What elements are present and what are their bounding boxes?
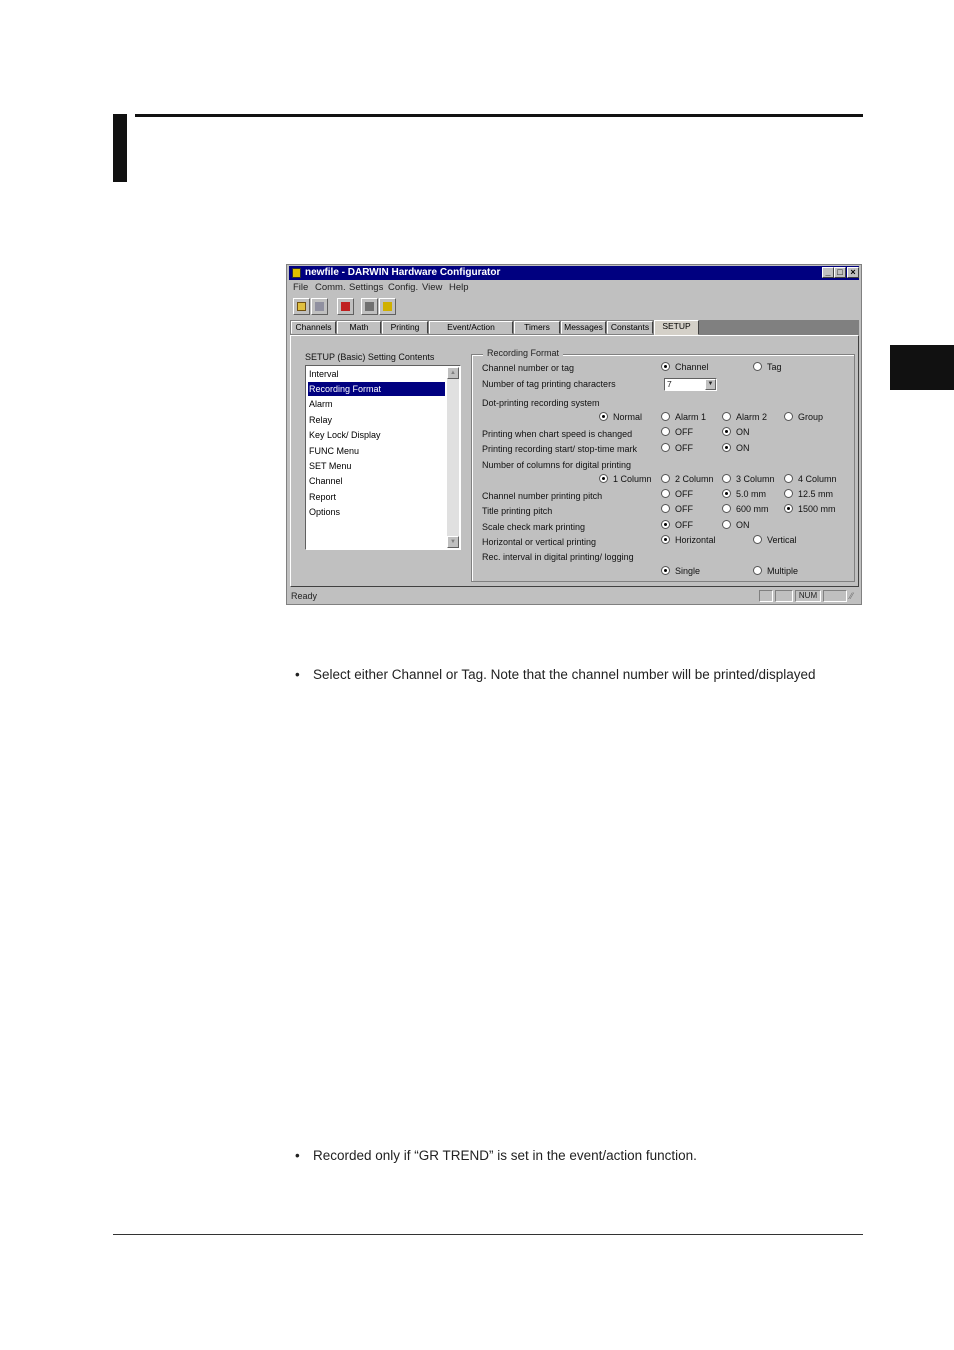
label-title-pitch: Title printing pitch [482, 506, 553, 516]
radio-title-pitch-1500[interactable]: 1500 mm [784, 504, 836, 514]
section-marker [113, 114, 127, 182]
setup-panel [290, 335, 859, 587]
radio-vertical[interactable]: Vertical [753, 535, 797, 545]
radio-ch-pitch-off[interactable]: OFF [661, 489, 693, 499]
resize-grip-icon[interactable]: ⁄⁄ [850, 591, 854, 601]
radio-title-pitch-off[interactable]: OFF [661, 504, 693, 514]
num-indicator: NUM [795, 590, 821, 602]
window-title: newfile - DARWIN Hardware Configurator [305, 267, 501, 278]
list-item[interactable]: Relay [309, 415, 333, 425]
tab-messages[interactable]: Messages [561, 321, 606, 334]
label-columns: Number of columns for digital printing [482, 460, 632, 470]
status-pane [823, 590, 847, 602]
radio-multiple[interactable]: Multiple [753, 566, 798, 576]
chapter-tab [890, 345, 954, 390]
menu-help[interactable]: Help [449, 282, 469, 293]
radio-scale-off[interactable]: OFF [661, 520, 693, 530]
print-icon[interactable] [361, 298, 378, 315]
header-rule [135, 114, 863, 117]
status-text: Ready [291, 591, 318, 601]
list-item[interactable]: Channel [309, 476, 343, 486]
radio-start-stop-on[interactable]: ON [722, 443, 750, 453]
list-scrollbar[interactable] [447, 367, 459, 548]
radio-alarm2[interactable]: Alarm 2 [722, 412, 767, 422]
radio-3-column[interactable]: 3 Column [722, 474, 775, 484]
list-item[interactable]: Options [309, 507, 341, 517]
radio-1-column[interactable]: 1 Column [599, 474, 652, 484]
chevron-down-icon[interactable]: ▼ [705, 379, 716, 390]
menu-file[interactable]: File [293, 282, 309, 293]
list-item[interactable]: Report [309, 492, 337, 502]
tab-event-action[interactable]: Event/Action [429, 321, 513, 334]
tab-bar [290, 320, 859, 335]
tab-channels[interactable]: Channels [291, 321, 336, 334]
send-icon[interactable] [337, 298, 354, 315]
tag-chars-select[interactable]: 7 ▼ [664, 378, 717, 391]
list-item[interactable]: SET Menu [309, 461, 352, 471]
list-item[interactable]: Alarm [309, 399, 333, 409]
help-icon[interactable] [379, 298, 396, 315]
radio-channel[interactable]: Channel [661, 362, 709, 372]
label-rec-interval: Rec. interval in digital printing/ logging [482, 552, 634, 562]
minimize-button[interactable]: _ [822, 267, 834, 278]
tab-setup[interactable]: SETUP [654, 320, 699, 335]
list-item[interactable]: Interval [309, 369, 339, 379]
tab-math[interactable]: Math [337, 321, 381, 334]
status-bar [289, 589, 859, 603]
menu-config[interactable]: Config. [388, 282, 419, 293]
label-start-stop: Printing recording start/ stop-time mark [482, 444, 638, 454]
radio-horizontal[interactable]: Horizontal [661, 535, 716, 545]
radio-chart-speed-on[interactable]: ON [722, 427, 750, 437]
status-pane [775, 590, 793, 602]
radio-single[interactable]: Single [661, 566, 700, 576]
scroll-up-icon[interactable]: ▲ [447, 367, 459, 379]
radio-tag[interactable]: Tag [753, 362, 782, 372]
title-bar [289, 266, 859, 280]
radio-chart-speed-off[interactable]: OFF [661, 427, 693, 437]
label-tag-chars: Number of tag printing characters [482, 379, 616, 389]
bullet-note-2: • Recorded only if “GR TREND” is set in the event/action function. [295, 1148, 697, 1163]
list-item[interactable]: Key Lock/ Display [309, 430, 381, 440]
radio-start-stop-off[interactable]: OFF [661, 443, 693, 453]
label-chart-speed: Printing when chart speed is changed [482, 429, 633, 439]
list-item-selected[interactable]: Recording Format [308, 382, 445, 396]
menu-comm[interactable]: Comm. [315, 282, 346, 293]
open-icon[interactable] [293, 298, 310, 315]
group-title: Recording Format [483, 348, 563, 358]
tab-constants[interactable]: Constants [607, 321, 653, 334]
footer-rule [113, 1234, 863, 1235]
tab-printing[interactable]: Printing [382, 321, 428, 334]
label-ch-or-tag: Channel number or tag [482, 363, 575, 373]
label-dot-system: Dot-printing recording system [482, 398, 600, 408]
radio-title-pitch-600[interactable]: 600 mm [722, 504, 769, 514]
label-orientation: Horizontal or vertical printing [482, 537, 597, 547]
menu-view[interactable]: View [422, 282, 443, 293]
list-title: SETUP (Basic) Setting Contents [305, 352, 435, 362]
save-icon[interactable] [311, 298, 328, 315]
menu-settings[interactable]: Settings [349, 282, 384, 293]
radio-alarm1[interactable]: Alarm 1 [661, 412, 706, 422]
radio-2-column[interactable]: 2 Column [661, 474, 714, 484]
close-button[interactable]: × [847, 267, 859, 278]
tab-timers[interactable]: Timers [514, 321, 560, 334]
radio-scale-on[interactable]: ON [722, 520, 750, 530]
maximize-button[interactable]: □ [834, 267, 846, 278]
radio-ch-pitch-5mm[interactable]: 5.0 mm [722, 489, 766, 499]
toolbar [291, 298, 401, 316]
settings-list[interactable] [305, 365, 461, 550]
bullet-note-1: • Select either Channel or Tag. Note that the channel number will be printed/displayed [295, 667, 816, 682]
status-pane [759, 590, 773, 602]
radio-normal[interactable]: Normal [599, 412, 642, 422]
app-icon [292, 268, 301, 278]
scroll-down-icon[interactable]: ▼ [447, 536, 459, 548]
label-ch-pitch: Channel number printing pitch [482, 491, 603, 501]
app-window [286, 264, 862, 605]
radio-group[interactable]: Group [784, 412, 823, 422]
list-item[interactable]: FUNC Menu [309, 446, 360, 456]
radio-ch-pitch-12mm[interactable]: 12.5 mm [784, 489, 833, 499]
label-scale-mark: Scale check mark printing [482, 522, 586, 532]
radio-4-column[interactable]: 4 Column [784, 474, 837, 484]
